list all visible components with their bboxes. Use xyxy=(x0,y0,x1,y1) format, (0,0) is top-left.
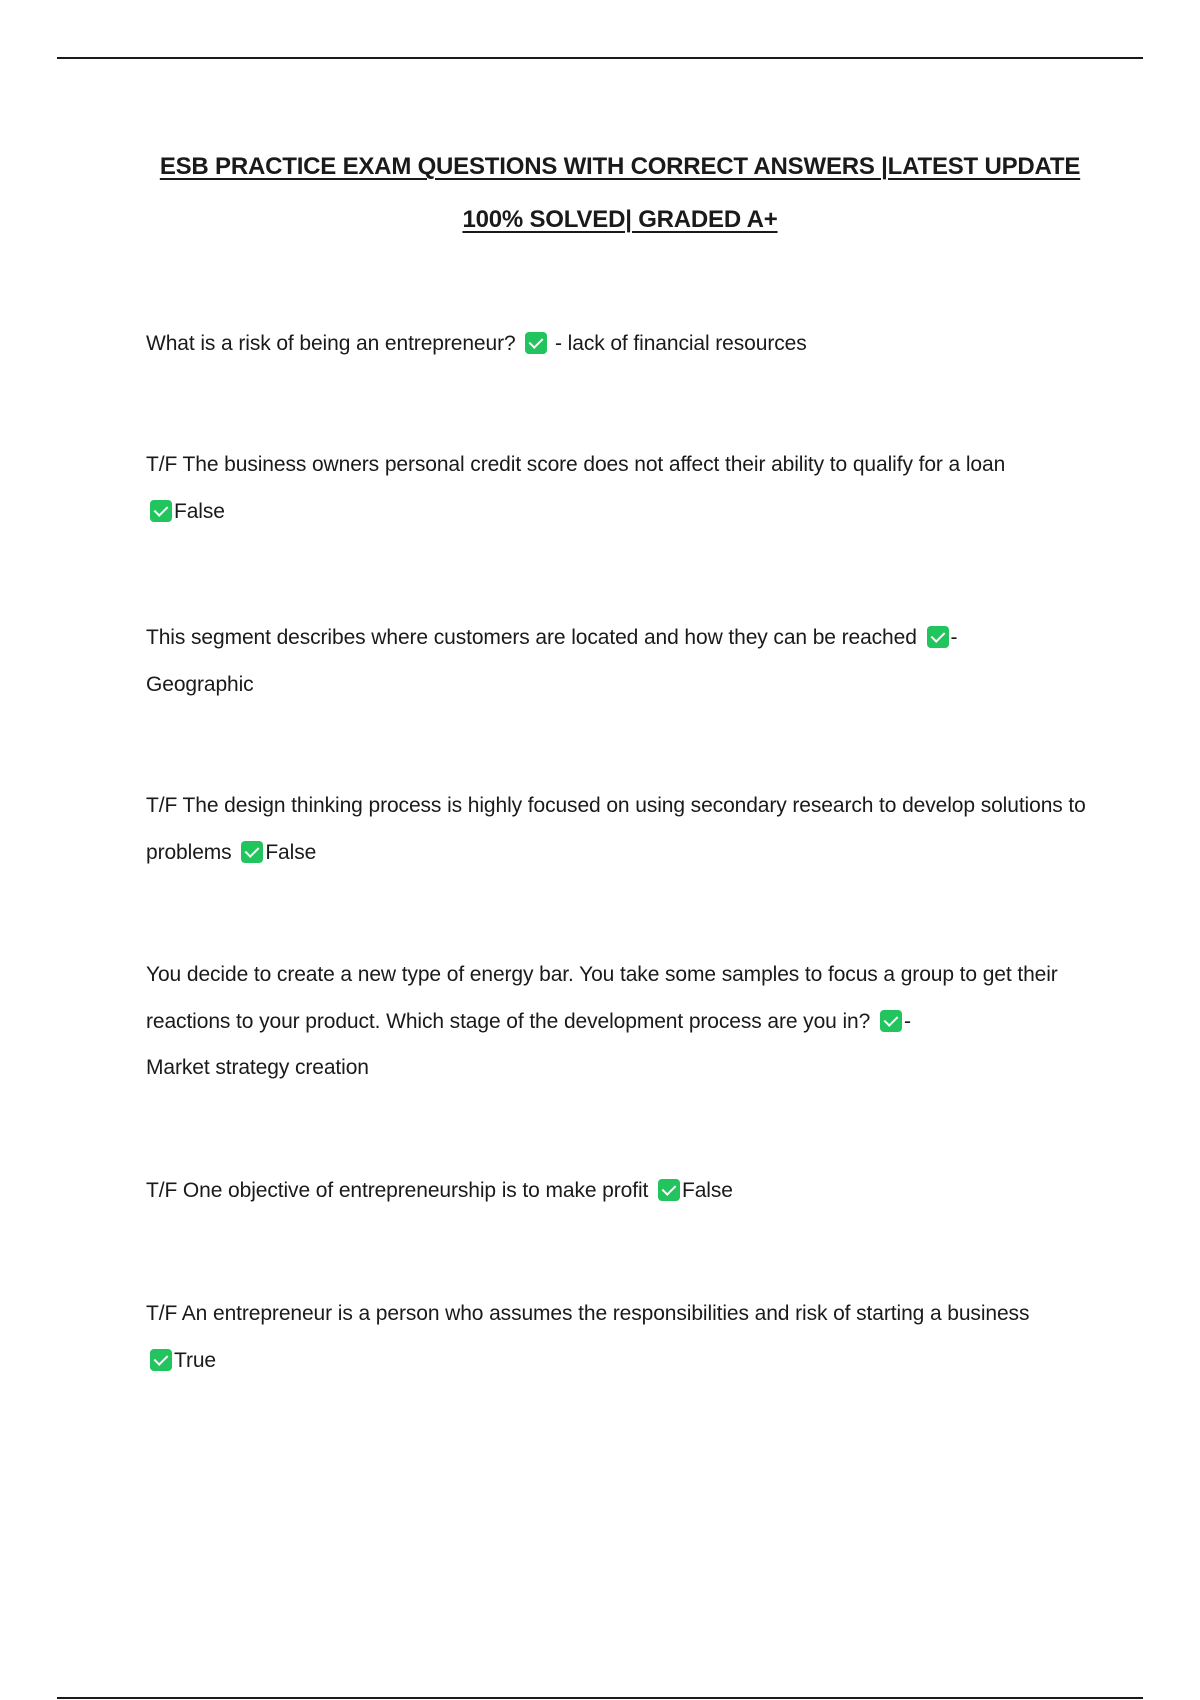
question-text: What is a risk of being an entrepreneur? xyxy=(146,332,516,355)
answer-text: False xyxy=(174,499,225,523)
question-item-7 xyxy=(146,1291,1096,1384)
question-item-2 xyxy=(146,442,1096,535)
check-mark-icon xyxy=(658,1179,680,1201)
bottom-rule xyxy=(57,1697,1143,1699)
question-item-6 xyxy=(146,1168,1096,1215)
question-text: T/F An entrepreneur is a person who assumes the responsibilities and risk of starting a business xyxy=(146,1302,1030,1325)
question-text: T/F The design thinking process is highly focused on using secondary research to develop solutions to problems xyxy=(146,794,1086,864)
document-title xyxy=(120,140,1120,246)
answer-text: - lack of financial resources xyxy=(555,332,807,355)
question-text: T/F One objective of entrepreneurship is to make profit xyxy=(146,1179,649,1202)
check-mark-icon xyxy=(525,332,547,354)
answer-text: False xyxy=(265,840,317,864)
answer-text: False xyxy=(682,1179,733,1202)
answer-separator: - xyxy=(903,1009,911,1033)
answer-separator: - xyxy=(950,626,958,649)
question-text: This segment describes where customers are located and how they can be reached xyxy=(146,626,917,649)
answer-text: Market strategy creation xyxy=(146,1056,369,1079)
top-rule xyxy=(57,57,1143,59)
question-text: T/F The business owners personal credit score does not affect their ability to qualify for a loan xyxy=(146,453,1006,476)
answer-text: Geographic xyxy=(146,672,254,696)
check-mark-icon xyxy=(927,626,949,648)
question-item-5 xyxy=(146,952,1096,1092)
check-mark-icon xyxy=(880,1010,902,1032)
check-mark-icon xyxy=(241,841,263,863)
question-item-3 xyxy=(146,615,1096,708)
question-text: You decide to create a new type of energy bar. You take some samples to focus a group to get their reactions to your product. Which stage of the development process are you in? xyxy=(146,963,1058,1033)
check-mark-icon xyxy=(150,1349,172,1371)
title-line-1: ESB PRACTICE EXAM QUESTIONS WITH CORRECT ANSWERS |LATEST UPDATE xyxy=(159,153,1081,180)
title-line-2: 100% SOLVED| GRADED A+ xyxy=(462,206,778,233)
question-item-1 xyxy=(146,321,1096,368)
answer-text: True xyxy=(174,1348,216,1372)
check-mark-icon xyxy=(150,500,172,522)
question-item-4 xyxy=(146,783,1096,876)
